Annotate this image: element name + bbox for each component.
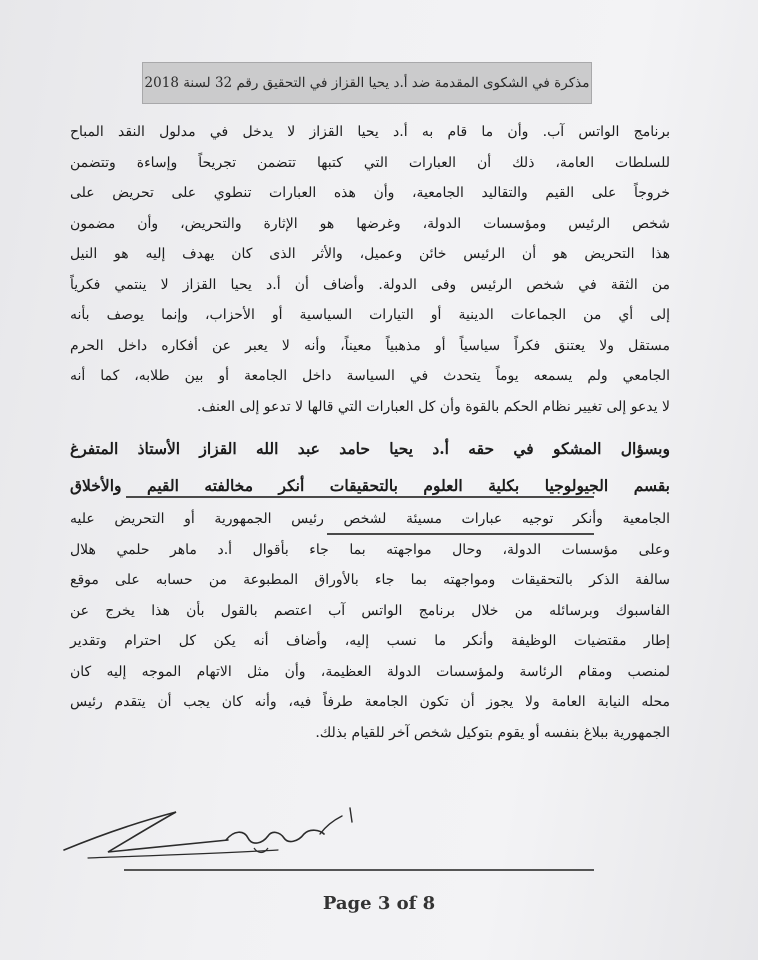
text-line: سالفة الذكر بالتحقيقات ومواجهته بما جاء بالأوراق المطبوعة من حسابه على موقع (70, 572, 670, 588)
header-title: مذكرة في الشكوى المقدمة ضد أ.د يحيا القزاز في التحقيق رقم 32 لسنة 2018 (144, 75, 590, 91)
text-line: شخص الرئيس ومؤسسات الدولة، وغرضها هو الإثارة والتحريض، وأن مضمون (70, 215, 670, 232)
page-header (142, 62, 592, 104)
text-line: لمنصب ومقام الرئاسة ولمؤسسات الدولة العظيمة، وأن مثل الاتهام الموجه إليه كان (70, 663, 670, 680)
text-line: الفاسبوك وبرسائله من خلال برنامج الواتس آب اعتصم بالقول بأن هذا يخرج عن (70, 602, 670, 619)
text-line: وعلى مؤسسات الدولة، وحال مواجهته بما جاء بأقوال أ.د ماهر حلمي هلال (70, 541, 670, 558)
text-line: خروجاً على القيم والتقاليد الجامعية، وأن هذه العبارات تنطوي على تحريض على (70, 185, 670, 201)
text-line: لا يدعو إلى تغيير نظام الحكم بالقوة وأن كل العبارات التي قالها لا تدعو إلى العنف. (197, 398, 670, 415)
paragraph-1 (70, 117, 670, 422)
text-line: محله النيابة العامة ولا يجوز أن تكون الجامعة طرفاً فيه، وأنه كان يجب أن يتقدم رئيس (70, 694, 670, 710)
document-body (70, 117, 670, 748)
text-line: الجمهورية ببلاغ بنفسه أو يقوم بتوكيل شخص آخر للقيام بذلك. (315, 724, 670, 741)
text-line: برنامج الواتس آب. وأن ما قام به أ.د يحيا القزاز لا يدخل في مدلول النقد المباح (70, 124, 670, 140)
text-line: الجامعي ولم يسمعه يوماً يتحدث في السياسة داخل الجامعة أو بين طلابه، كما أنه (70, 368, 670, 384)
text-line: مستقل ولا يعتنق فكراً سياسياً أو مذهبياً معيناً، وأنه لا يعبر عن أفكاره داخل الحرم (70, 337, 670, 354)
heading-line: وبسؤال المشكو في حقه أ.د يحيا حامد عبد الله القزاز الأستاذ المتفرغ (70, 439, 670, 458)
text-line: الجامعية وأنكر توجيه عبارات مسيئة لشخص رئيس الجمهورية أو التحريض عليه (70, 511, 670, 527)
text-line: للسلطات العامة، ذلك أن العبارات التي كتبها تتضمن تجريحاً وإساءة وتتضمن (70, 154, 670, 171)
text-line: هذا التحريض هو أن الرئيس خائن وعميل، والأثر الذى كان يهدف إليه هو النيل (70, 246, 670, 262)
paragraph-2 (70, 504, 670, 748)
text-line: إلى أي من الجماعات الدينية أو التيارات السياسية أو الأحزاب، وإنما يوصف بأنه (70, 307, 670, 323)
text-line: من الثقة في شخص الرئيس وفى الدولة. وأضاف أن أ.د يحيا القزاز لا ينتمي فكرياً (70, 276, 670, 293)
bold-heading (70, 430, 670, 504)
signature-image (58, 800, 358, 880)
heading-line: بقسم الجيولوجيا بكلية العلوم بالتحقيقات أنكر مخالفته القيم والأخلاق (70, 476, 670, 495)
footer-divider (124, 869, 594, 871)
page-number: Page 3 of 8 (322, 893, 436, 914)
heading-underline (327, 533, 594, 535)
text-line: إطار مقتضيات الوظيفة وأنكر ما نسب إليه، وأضاف أنه يكن كل احترام وتقدير (70, 633, 670, 649)
heading-underline (126, 496, 594, 498)
